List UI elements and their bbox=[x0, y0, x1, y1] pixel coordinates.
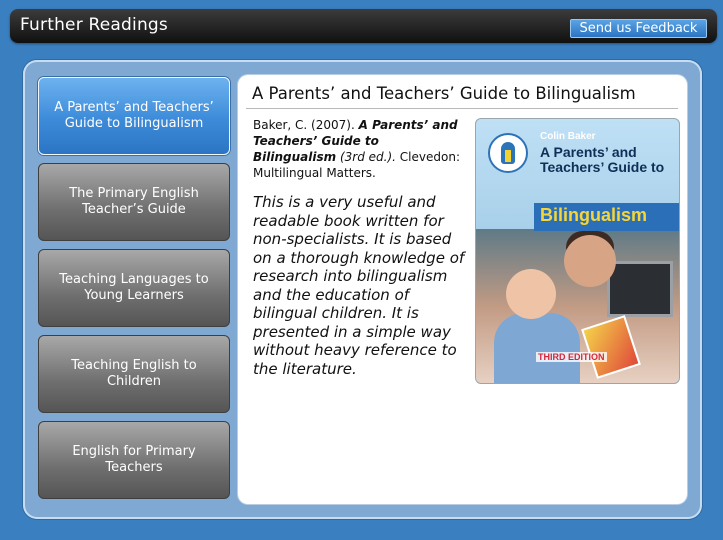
nav-item-bilingualism-guide[interactable]: A Parents’ and Teachers’ Guide to Bilingualism bbox=[38, 77, 230, 155]
nav-item-teaching-english-children[interactable]: Teaching English to Children bbox=[38, 335, 230, 413]
citation-publisher: Clevedon: Multilingual Matters. bbox=[253, 150, 460, 180]
picture-book-shape bbox=[581, 315, 641, 379]
cover-author: Colin Baker bbox=[540, 131, 596, 142]
child-body-shape bbox=[494, 313, 580, 384]
nav-item-english-primary-teachers[interactable]: English for Primary Teachers bbox=[38, 421, 230, 499]
cover-title: A Parents’ and Teachers’ Guide to bbox=[540, 144, 665, 175]
book-cover-image bbox=[475, 118, 680, 384]
send-feedback-button[interactable]: Send us Feedback bbox=[570, 19, 707, 38]
cover-edition: THIRD EDITION bbox=[538, 352, 605, 362]
reading-description: This is a very useful and readable book written for non-specialists. It is based on a thorough knowledge of research into bilingualism and the education of bilingual children. It is presented in a simple way without heavy reference to the literature. bbox=[253, 193, 465, 378]
reading-title: A Parents’ and Teachers’ Guide to Bilingualism bbox=[252, 84, 636, 103]
cover-subject: Bilingualism bbox=[540, 205, 648, 225]
citation-author-year: Baker, C. (2007). bbox=[253, 118, 355, 132]
citation-edition: (3rd ed.). bbox=[339, 150, 396, 164]
citation bbox=[253, 117, 465, 181]
title-bar bbox=[10, 9, 717, 43]
child-face-shape bbox=[506, 269, 556, 319]
title-divider bbox=[246, 108, 678, 109]
adult-face-shape bbox=[564, 235, 616, 287]
monitor-shape bbox=[607, 261, 673, 317]
nav-item-primary-english-teachers-guide[interactable]: The Primary English Teacher’s Guide bbox=[38, 163, 230, 241]
citation-book-title: A Parents’ and Teachers’ Guide to Bilingualism bbox=[253, 118, 458, 164]
publisher-logo-icon bbox=[488, 133, 528, 173]
page-title: Further Readings bbox=[20, 15, 168, 35]
nav-item-teaching-languages-young-learners[interactable]: Teaching Languages to Young Learners bbox=[38, 249, 230, 327]
